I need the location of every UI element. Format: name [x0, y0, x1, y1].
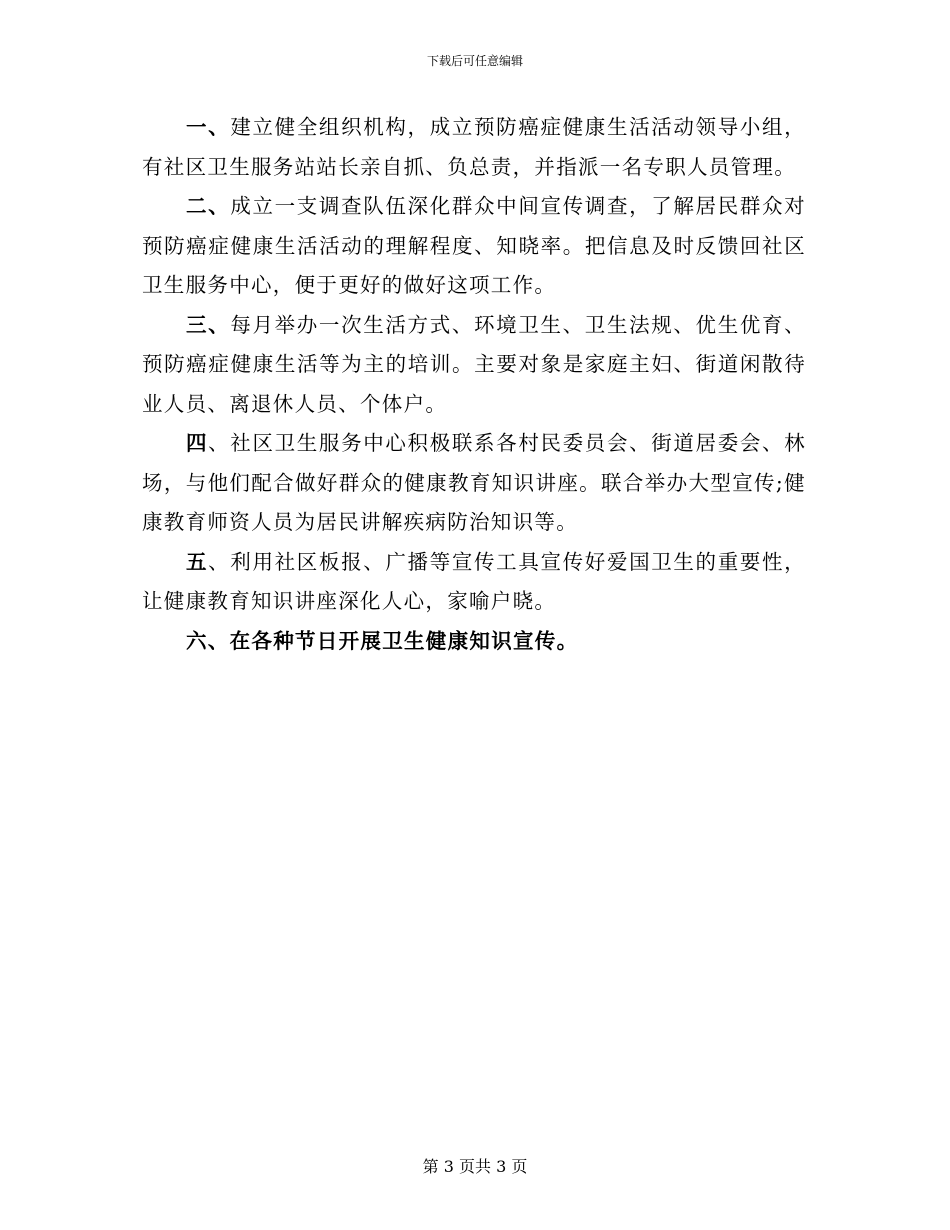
paragraph-2 — [142, 187, 806, 306]
paragraph-3-text: 每月举办一次生活方式、环境卫生、卫生法规、优生优育、预防癌症健康生活等为主的培训。主要对象是家庭主妇、街道闲散待业人员、离退休人员、个体户。 — [142, 312, 806, 416]
paragraph-3 — [142, 306, 806, 425]
paragraph-1-number: 一、 — [186, 115, 231, 139]
paragraph-5-text: 、利用社区板报、广播等宣传工具宣传好爱国卫生的重要性，让健康教育知识讲座深化人心，家喻户晓。 — [142, 549, 806, 613]
paragraph-3-number: 三、 — [186, 312, 231, 337]
paragraph-1-text: 建立健全组织机构，成立预防癌症健康生活活动领导小组，有社区卫生服务站站长亲自抓、负总责，并指派一名专职人员管理。 — [142, 115, 806, 179]
paragraph-5 — [142, 543, 806, 622]
page-number-footer: 第 3 页共 3 页 — [422, 1157, 528, 1176]
paragraph-4 — [142, 424, 806, 543]
paragraph-1 — [142, 108, 806, 187]
paragraph-5-number: 五 — [186, 549, 209, 574]
paragraph-4-text: 、社区卫生服务中心积极联系各村民委员会、街道居委会、林场，与他们配合做好群众的健康教育知识讲座。联合举办大型宣传;健康教育师资人员为居民讲解疾病防治知识等。 — [142, 431, 806, 534]
document-body — [142, 108, 806, 661]
paragraph-6-number: 六、 — [186, 628, 230, 653]
paragraph-2-number: 二、 — [186, 194, 231, 218]
paragraph-6-text: 在各种节日开展卫生健康知识宣传。 — [229, 628, 579, 653]
page-header: 下载后可任意编辑 — [426, 54, 523, 68]
paragraph-4-number: 四 — [186, 431, 209, 455]
paragraph-6 — [142, 622, 806, 662]
paragraph-2-text: 成立一支调查队伍深化群众中间宣传调查，了解居民群众对预防癌症健康生活活动的理解程度、知晓率。把信息及时反馈回社区卫生服务中心，便于更好的做好这项工作。 — [142, 194, 806, 297]
